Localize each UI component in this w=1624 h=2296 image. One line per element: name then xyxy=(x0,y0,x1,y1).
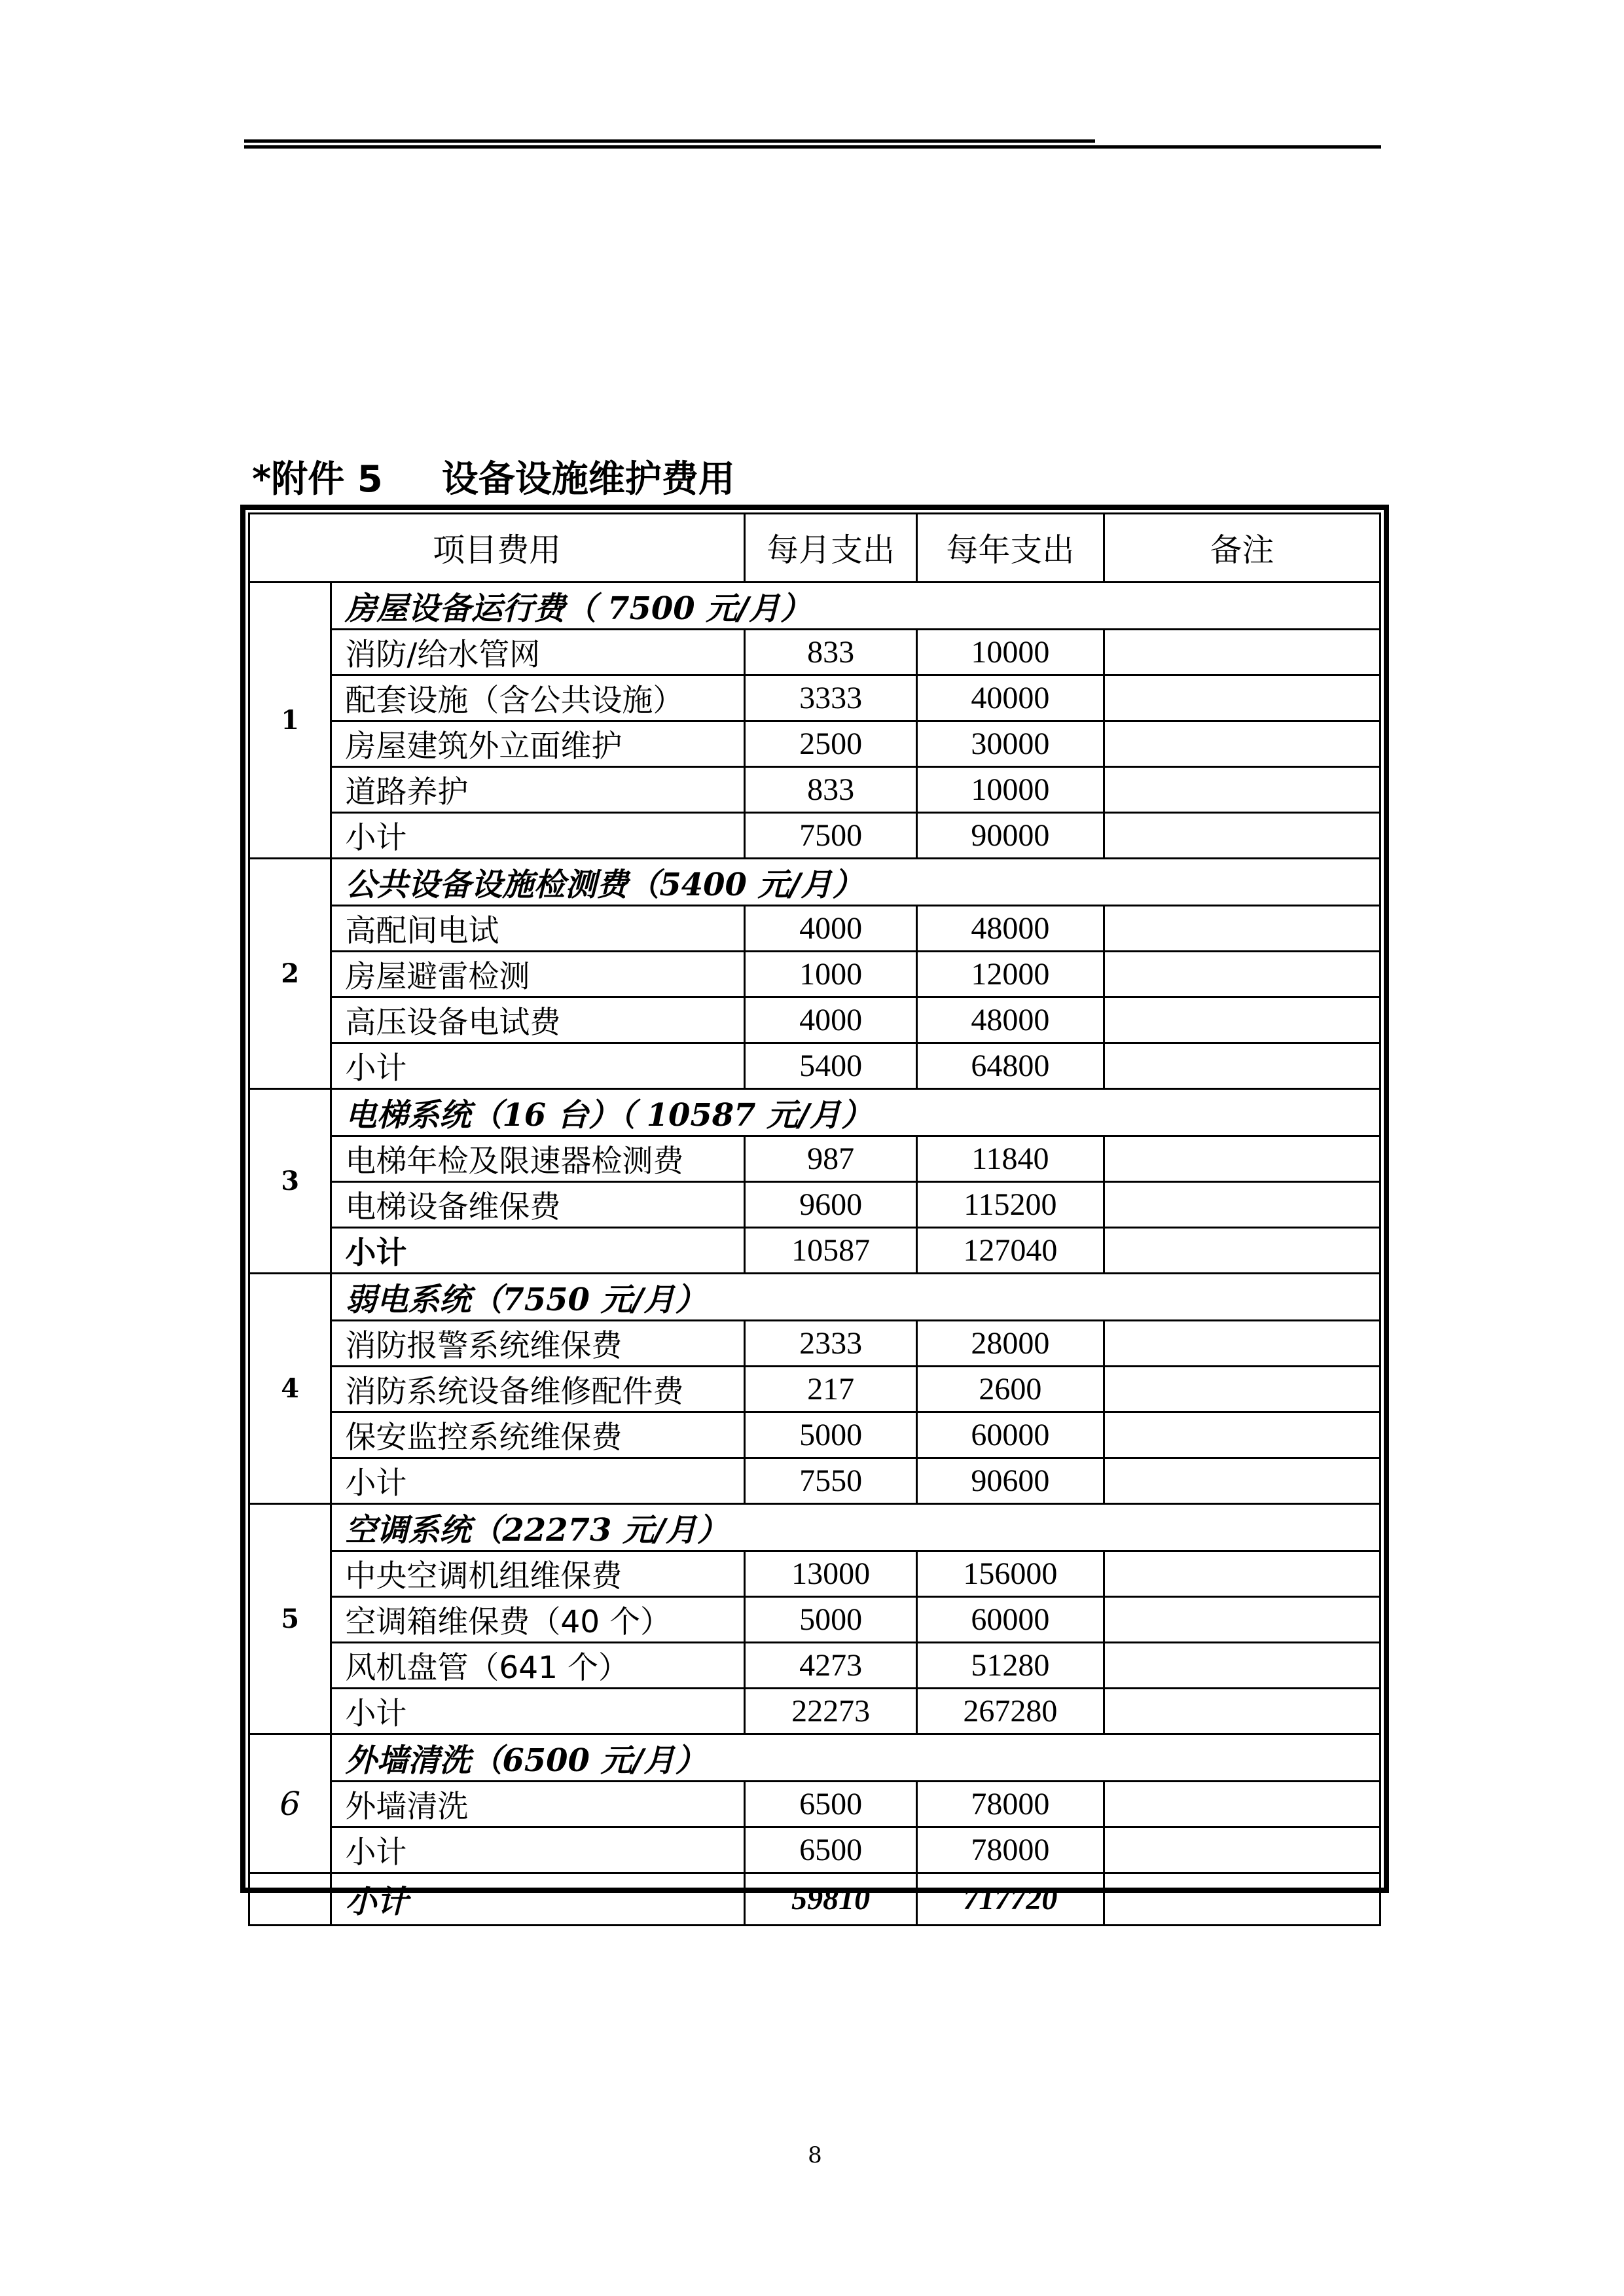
row-monthly: 1000 xyxy=(745,952,917,997)
section-title: 外墙清洗（6500 元/月） xyxy=(331,1734,1380,1782)
row-yearly: 156000 xyxy=(916,1551,1104,1597)
row-monthly: 7550 xyxy=(745,1458,917,1504)
row-yearly: 51280 xyxy=(916,1643,1104,1689)
subtotal-row xyxy=(249,813,1380,859)
row-yearly: 267280 xyxy=(916,1689,1104,1734)
table-row xyxy=(249,1367,1380,1412)
row-yearly: 10000 xyxy=(916,767,1104,813)
row-name: 房屋建筑外立面维护 xyxy=(331,721,745,767)
grand-total-row xyxy=(249,1873,1380,1926)
row-monthly: 2500 xyxy=(745,721,917,767)
row-name: 小计 xyxy=(331,1827,745,1873)
row-monthly: 22273 xyxy=(745,1689,917,1734)
row-monthly: 5000 xyxy=(745,1597,917,1643)
section-title: 电梯系统（16 台）（ 10587 元/月） xyxy=(331,1089,1380,1136)
section-title-row xyxy=(249,1504,1380,1551)
section-index: 1 xyxy=(249,583,331,859)
row-name: 小计 xyxy=(331,813,745,859)
title-prefix: *附件 5 xyxy=(252,458,383,501)
row-name: 消防/给水管网 xyxy=(331,630,745,675)
row-monthly: 7500 xyxy=(745,813,917,859)
row-monthly: 4000 xyxy=(745,997,917,1043)
section-title-row xyxy=(249,583,1380,630)
row-monthly: 833 xyxy=(745,630,917,675)
row-note xyxy=(1104,997,1380,1043)
row-name: 消防系统设备维修配件费 xyxy=(331,1367,745,1412)
row-monthly: 217 xyxy=(745,1367,917,1412)
table-row xyxy=(249,1597,1380,1643)
row-note xyxy=(1104,1827,1380,1873)
subtotal-row xyxy=(249,1458,1380,1504)
row-name: 中央空调机组维保费 xyxy=(331,1551,745,1597)
row-note xyxy=(1104,1182,1380,1228)
row-yearly: 90000 xyxy=(916,813,1104,859)
row-name: 外墙清洗 xyxy=(331,1782,745,1827)
title-text: 设备设施维护费用 xyxy=(441,458,735,501)
row-monthly: 4273 xyxy=(745,1643,917,1689)
row-monthly: 833 xyxy=(745,767,917,813)
row-yearly: 11840 xyxy=(916,1136,1104,1182)
section-title: 弱电系统（7550 元/月） xyxy=(331,1274,1380,1321)
subtotal-row xyxy=(249,1689,1380,1734)
table-row xyxy=(249,1782,1380,1827)
row-yearly: 115200 xyxy=(916,1182,1104,1228)
section-index: 4 xyxy=(249,1274,331,1504)
header-note: 备注 xyxy=(1104,514,1380,583)
row-yearly: 28000 xyxy=(916,1321,1104,1367)
row-note xyxy=(1104,1458,1380,1504)
row-note xyxy=(1104,721,1380,767)
row-yearly: 12000 xyxy=(916,952,1104,997)
row-note xyxy=(1104,1551,1380,1597)
header-rule-top xyxy=(244,139,1095,143)
row-name: 电梯年检及限速器检测费 xyxy=(331,1136,745,1182)
row-note xyxy=(1104,1321,1380,1367)
row-note xyxy=(1104,952,1380,997)
row-name: 小计 xyxy=(331,1689,745,1734)
header-item: 项目费用 xyxy=(249,514,745,583)
row-name: 消防报警系统维保费 xyxy=(331,1321,745,1367)
header-yearly: 每年支出 xyxy=(916,514,1104,583)
cost-table xyxy=(248,512,1381,1926)
row-monthly: 987 xyxy=(745,1136,917,1182)
header-rule-bottom xyxy=(244,145,1381,149)
row-note xyxy=(1104,1412,1380,1458)
row-note xyxy=(1104,1689,1380,1734)
table-row xyxy=(249,630,1380,675)
row-monthly: 13000 xyxy=(745,1551,917,1597)
section-title: 房屋设备运行费（ 7500 元/月） xyxy=(331,583,1380,630)
table-row xyxy=(249,767,1380,813)
row-note xyxy=(1104,813,1380,859)
row-name: 电梯设备维保费 xyxy=(331,1182,745,1228)
row-note xyxy=(1104,630,1380,675)
subtotal-row xyxy=(249,1228,1380,1274)
row-monthly: 2333 xyxy=(745,1321,917,1367)
row-name: 空调箱维保费（40 个） xyxy=(331,1597,745,1643)
total-note xyxy=(1104,1873,1380,1926)
row-name: 高配间电试 xyxy=(331,906,745,952)
row-monthly: 6500 xyxy=(745,1782,917,1827)
section-title-row xyxy=(249,1089,1380,1136)
section-title-row xyxy=(249,1734,1380,1782)
row-name: 小计 xyxy=(331,1458,745,1504)
row-monthly: 9600 xyxy=(745,1182,917,1228)
section-title: 空调系统（22273 元/月） xyxy=(331,1504,1380,1551)
table-header-row xyxy=(249,514,1380,583)
row-note xyxy=(1104,1367,1380,1412)
row-note xyxy=(1104,906,1380,952)
row-note xyxy=(1104,767,1380,813)
row-name: 保安监控系统维保费 xyxy=(331,1412,745,1458)
table-row xyxy=(249,1551,1380,1597)
row-note xyxy=(1104,1228,1380,1274)
row-name: 房屋避雷检测 xyxy=(331,952,745,997)
row-note xyxy=(1104,675,1380,721)
table-row xyxy=(249,721,1380,767)
row-note xyxy=(1104,1597,1380,1643)
row-yearly: 10000 xyxy=(916,630,1104,675)
table-row xyxy=(249,1136,1380,1182)
page-number: 8 xyxy=(808,2142,822,2168)
table-row xyxy=(249,952,1380,997)
row-monthly: 5000 xyxy=(745,1412,917,1458)
total-name: 小计 xyxy=(331,1873,745,1926)
table-row xyxy=(249,1321,1380,1367)
row-name: 配套设施（含公共设施） xyxy=(331,675,745,721)
table-row xyxy=(249,1412,1380,1458)
row-monthly: 10587 xyxy=(745,1228,917,1274)
row-yearly: 48000 xyxy=(916,906,1104,952)
row-yearly: 90600 xyxy=(916,1458,1104,1504)
row-monthly: 6500 xyxy=(745,1827,917,1873)
row-yearly: 2600 xyxy=(916,1367,1104,1412)
row-yearly: 48000 xyxy=(916,997,1104,1043)
total-monthly: 59810 xyxy=(745,1873,917,1926)
header-monthly: 每月支出 xyxy=(745,514,917,583)
row-name: 道路养护 xyxy=(331,767,745,813)
table-row xyxy=(249,997,1380,1043)
section-index: 3 xyxy=(249,1089,331,1274)
row-note xyxy=(1104,1043,1380,1089)
row-yearly: 78000 xyxy=(916,1827,1104,1873)
row-yearly: 30000 xyxy=(916,721,1104,767)
section-index: 5 xyxy=(249,1504,331,1734)
table-row xyxy=(249,675,1380,721)
row-monthly: 3333 xyxy=(745,675,917,721)
row-yearly: 127040 xyxy=(916,1228,1104,1274)
section-title: 公共设备设施检测费（5400 元/月） xyxy=(331,859,1380,906)
row-name: 小计 xyxy=(331,1228,745,1274)
cost-table-frame xyxy=(240,505,1389,1920)
section-title-row xyxy=(249,1274,1380,1321)
row-note xyxy=(1104,1643,1380,1689)
row-name: 风机盘管（641 个） xyxy=(331,1643,745,1689)
section-title-row xyxy=(249,859,1380,906)
table-row xyxy=(249,906,1380,952)
row-note xyxy=(1104,1782,1380,1827)
row-note xyxy=(1104,1136,1380,1182)
row-yearly: 60000 xyxy=(916,1597,1104,1643)
row-yearly: 64800 xyxy=(916,1043,1104,1089)
row-monthly: 4000 xyxy=(745,906,917,952)
row-yearly: 60000 xyxy=(916,1412,1104,1458)
page-title xyxy=(252,450,735,509)
subtotal-row xyxy=(249,1827,1380,1873)
table-row xyxy=(249,1182,1380,1228)
table-row xyxy=(249,1643,1380,1689)
row-name: 小计 xyxy=(331,1043,745,1089)
row-yearly: 40000 xyxy=(916,675,1104,721)
subtotal-row xyxy=(249,1043,1380,1089)
row-monthly: 5400 xyxy=(745,1043,917,1089)
total-index-cell xyxy=(249,1873,331,1926)
section-index: 2 xyxy=(249,859,331,1089)
row-yearly: 78000 xyxy=(916,1782,1104,1827)
total-yearly: 717720 xyxy=(916,1873,1104,1926)
row-name: 高压设备电试费 xyxy=(331,997,745,1043)
section-index: 6 xyxy=(249,1734,331,1873)
